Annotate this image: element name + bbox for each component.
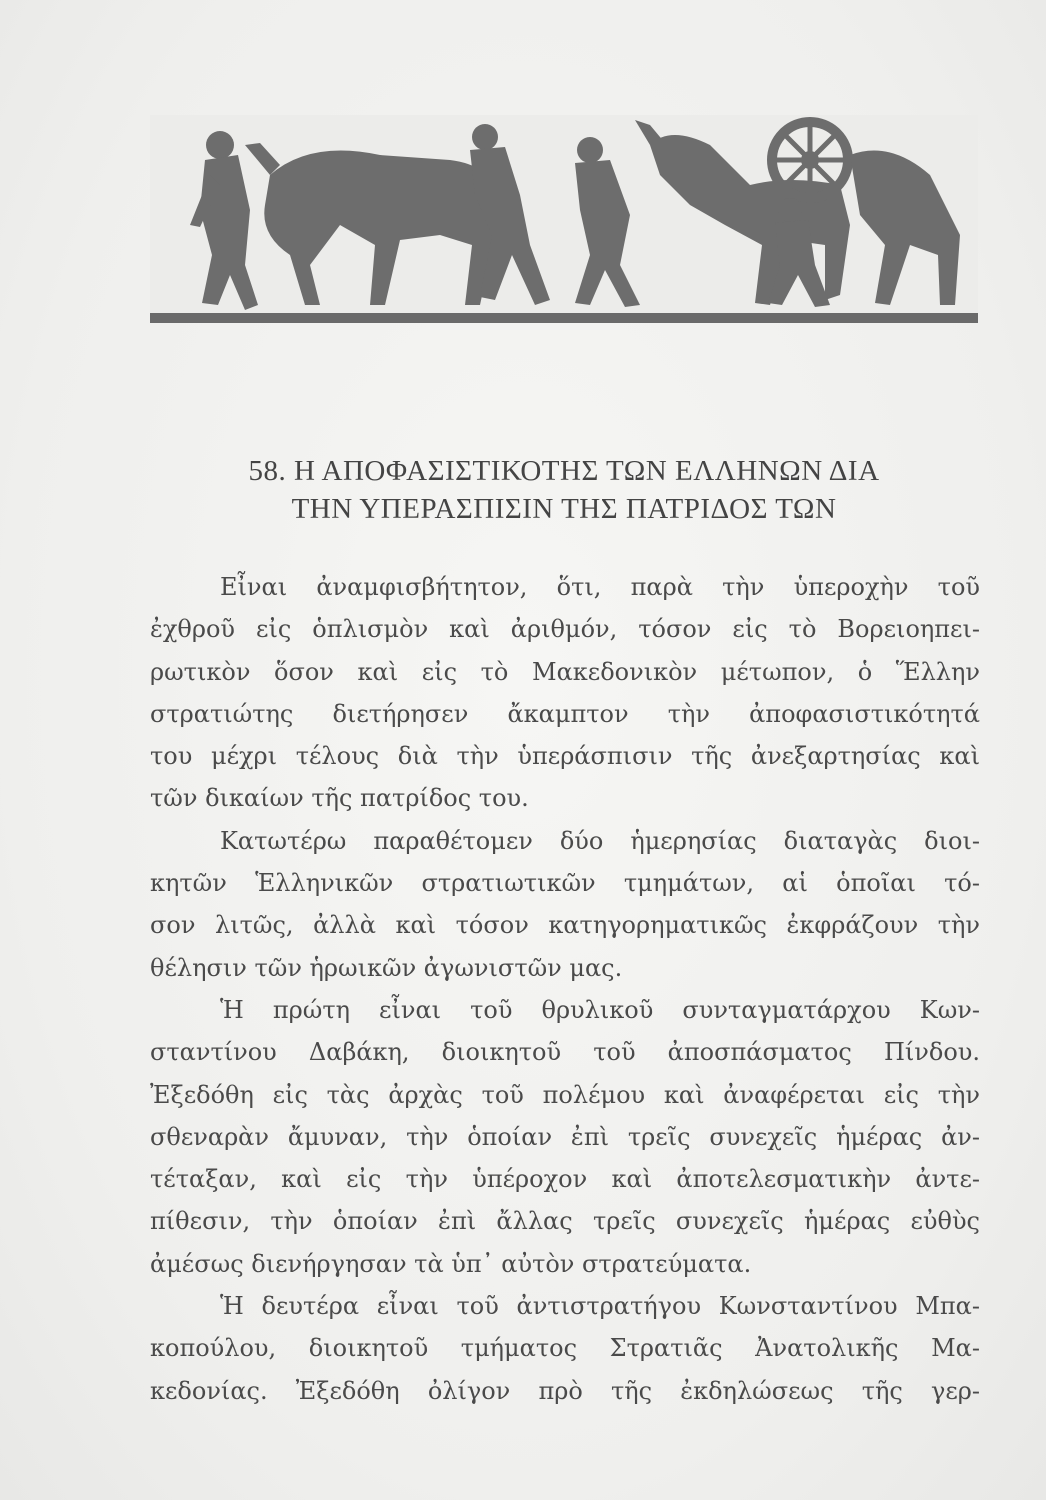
text-line: Εἶναι ἀναμφισβήτητον, ὅτι, παρὰ τὴν ὑπεροχὴν τοῦ: [220, 573, 980, 601]
text-line: Ἐξεδόθη εἰς τὰς ἀρχὰς τοῦ πολέμου καὶ ἀναφέρεται εἰς τὴν: [150, 1080, 980, 1109]
text-line: Ἡ πρώτη εἶναι τοῦ θρυλικοῦ συνταγματάρχου Κων-: [220, 995, 980, 1024]
text-line: του μέχρι τέλους διὰ τὴν ὑπεράσπισιν τῆς ἀνεξαρτησίας καὶ: [150, 742, 980, 771]
text-line: στρατιώτης διετήρησεν ἄκαμπτον τὴν ἀποφασιστικότητά: [150, 699, 980, 728]
text-line: τῶν δικαίων τῆς πατρίδος του.: [150, 784, 529, 813]
text-line: κοπούλου, διοικητοῦ τμήματος Στρατιᾶς Ἀνατολικῆς Μα-: [150, 1334, 980, 1363]
body-text: [150, 566, 980, 1412]
paragraph-2: [150, 820, 980, 989]
text-line: σον λιτῶς, ἀλλὰ καὶ τόσον κατηγορηματικῶς ἐκφράζουν τὴν: [150, 911, 980, 940]
text-line: κεδονίας. Ἐξεδόθη ὀλίγον πρὸ τῆς ἐκδηλώσεως τῆς γερ-: [150, 1376, 980, 1405]
text-line: ἐχθροῦ εἰς ὁπλισμὸν καὶ ἀριθμόν, τόσον εἰς τὸ Βορειοηπει-: [150, 615, 980, 644]
text-line: σθεναρὰν ἄμυναν, τὴν ὁποίαν ἐπὶ τρεῖς συνεχεῖς ἡμέρας ἀν-: [150, 1122, 980, 1151]
text-line: κητῶν Ἑλληνικῶν στρατιωτικῶν τμημάτων, αἱ ὁποῖαι τό-: [150, 869, 980, 898]
text-line: ρωτικὸν ὅσον καὶ εἰς τὸ Μακεδονικὸν μέτωπον, ὁ Ἕλλην: [150, 657, 980, 686]
text-line: σταντίνου Δαβάκη, διοικητοῦ τοῦ ἀποσπάσματος Πίνδου.: [150, 1038, 980, 1067]
frieze-soldiers-mules-icon: [150, 115, 978, 327]
text-line: θέλησιν τῶν ἡρωικῶν ἀγωνιστῶν μας.: [150, 953, 623, 982]
chapter-heading: [150, 452, 978, 528]
heading-line-1: 58. Η ΑΠΟΦΑΣΙΣΤΙΚΟΤΗΣ ΤΩΝ ΕΛΛΗΝΩΝ ΔΙΑ: [248, 455, 880, 487]
paragraph-3: [150, 989, 980, 1285]
text-line: ἀμέσως διενήργησαν τὰ ὑπ᾽ αὐτὸν στρατεύματα.: [150, 1249, 752, 1278]
paragraph-4: [150, 1285, 980, 1412]
paragraph-1: [150, 566, 980, 820]
frieze-illustration: [150, 115, 978, 327]
text-line: Ἡ δευτέρα εἶναι τοῦ ἀντιστρατήγου Κωνσταντίνου Μπα-: [220, 1292, 980, 1321]
text-line: Κατωτέρω παραθέτομεν δύο ἡμερησίας διαταγὰς διοι-: [220, 826, 980, 855]
text-line: πίθεσιν, τὴν ὁποίαν ἐπὶ ἄλλας τρεῖς συνεχεῖς ἡμέρας εὐθὺς: [150, 1207, 980, 1236]
text-line: τέταξαν, καὶ εἰς τὴν ὑπέροχον καὶ ἀποτελεσματικὴν ἀντε-: [150, 1165, 980, 1194]
heading-line-2: ΤΗΝ ΥΠΕΡΑΣΠΙΣΙΝ ΤΗΣ ΠΑΤΡΙΔΟΣ ΤΩΝ: [291, 493, 837, 525]
